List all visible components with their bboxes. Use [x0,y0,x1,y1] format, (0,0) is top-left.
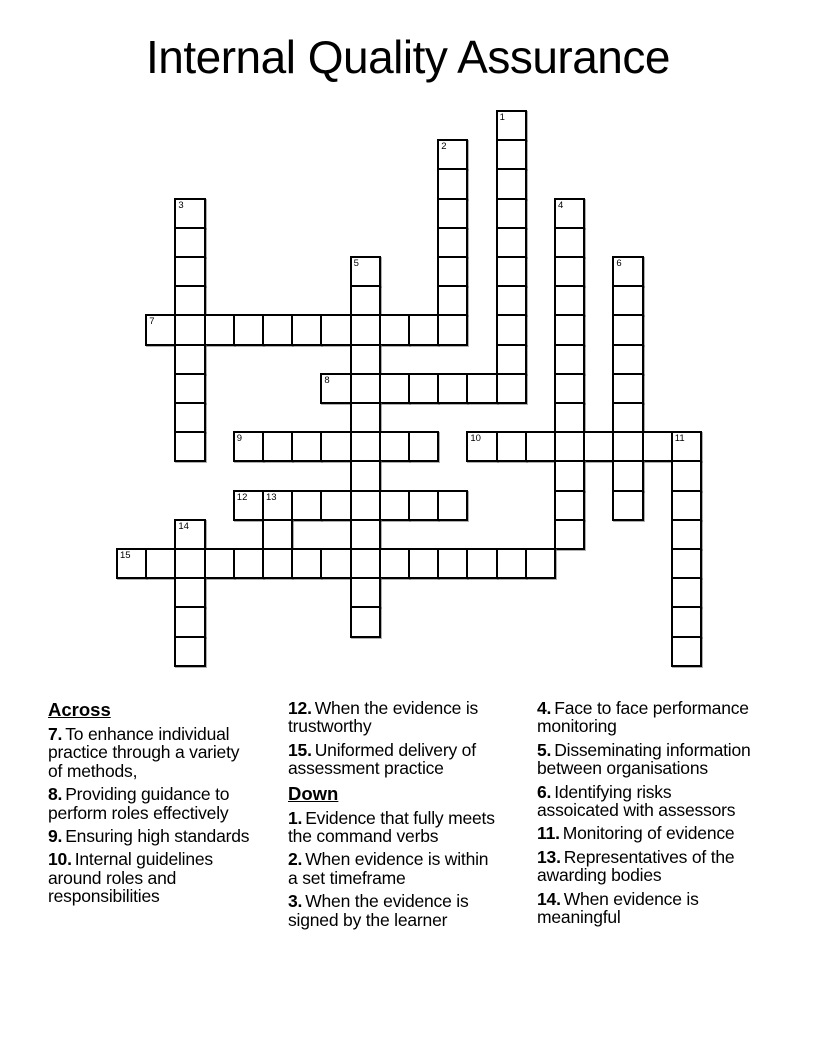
cell-number: 10 [470,433,481,445]
clue-text: Monitoring of evidence [562,823,735,844]
clue-number: 5. [537,739,552,760]
cell-number: 14 [178,520,189,532]
clue [537,848,757,885]
cell-number: 8 [324,374,330,386]
clue-list [288,699,496,778]
clue-number: 11. [537,823,560,844]
cell-number: 4 [558,199,564,211]
clue-text: Uniformed delivery of assessment practice [288,739,476,779]
clue [537,783,757,820]
clue-text: Ensuring high standards [65,826,250,847]
cell-number: 3 [178,199,184,211]
cell-number: 12 [236,491,248,503]
clue-text: Evidence that fully meets the command verbs [288,807,495,847]
cell-number: 15 [120,550,131,561]
clue-text: To enhance individual practice through a variety of methods, [48,724,240,781]
clue-number: 2. [288,849,303,870]
clue [288,892,496,929]
clue-text: When the evidence is trustworthy [288,698,479,737]
cell-number: 1 [499,112,505,123]
cell-number: 6 [616,258,622,269]
clue [48,850,255,905]
clue-text: When the evidence is signed by the learner [288,891,469,930]
clue-text: Identifying risks assoicated with assessors [537,781,736,821]
across-header: Across [48,699,111,720]
clue-text: Representatives of the awarding bodies [537,846,735,886]
clue-number: 9. [48,826,63,847]
clue-text: When evidence is within a set timeframe [288,849,489,888]
down-header: Down [288,782,339,804]
cell-number: 11 [674,433,685,445]
clue [48,725,255,780]
clue-number: 14. [537,888,561,909]
clue-text: When evidence is meaningful [537,888,699,928]
cell-number: 2 [441,141,447,153]
clue [288,809,496,846]
clue-text: Internal guidelines around roles and responsibilities [48,849,213,907]
cell-number: 7 [149,316,155,328]
clue [288,699,496,736]
clue [48,785,255,822]
clue [288,850,496,887]
clue-number: 12. [288,698,312,718]
clue-column [288,699,496,934]
clue-number: 15. [288,739,312,760]
cell-number: 13 [266,491,277,503]
clue [537,699,757,736]
clue-list [48,699,255,906]
clue-text: Disseminating information between organisations [537,739,751,779]
clue [48,827,255,845]
clue-number: 8. [48,784,63,805]
clue-number: 3. [288,891,303,912]
clue-list [537,699,757,926]
clue-number: 1. [288,807,303,828]
clue-text: Providing guidance to perform roles effectively [48,784,230,823]
page-title: Internal Quality Assurance [146,31,670,83]
clue [288,741,496,778]
clue-column [537,699,757,931]
cell-number: 5 [353,258,359,269]
clue-text: Face to face performance monitoring [537,698,749,737]
clue [537,824,757,842]
clue [537,741,757,778]
clue-number: 10. [48,849,72,870]
clue-list [288,783,496,929]
clue-number: 13. [537,846,561,867]
cell-number: 9 [236,433,243,445]
clue [537,890,757,927]
clue-number: 6. [537,781,552,802]
clue-number: 4. [537,698,552,718]
clue-number: 7. [48,724,63,744]
clue-column [48,699,255,911]
